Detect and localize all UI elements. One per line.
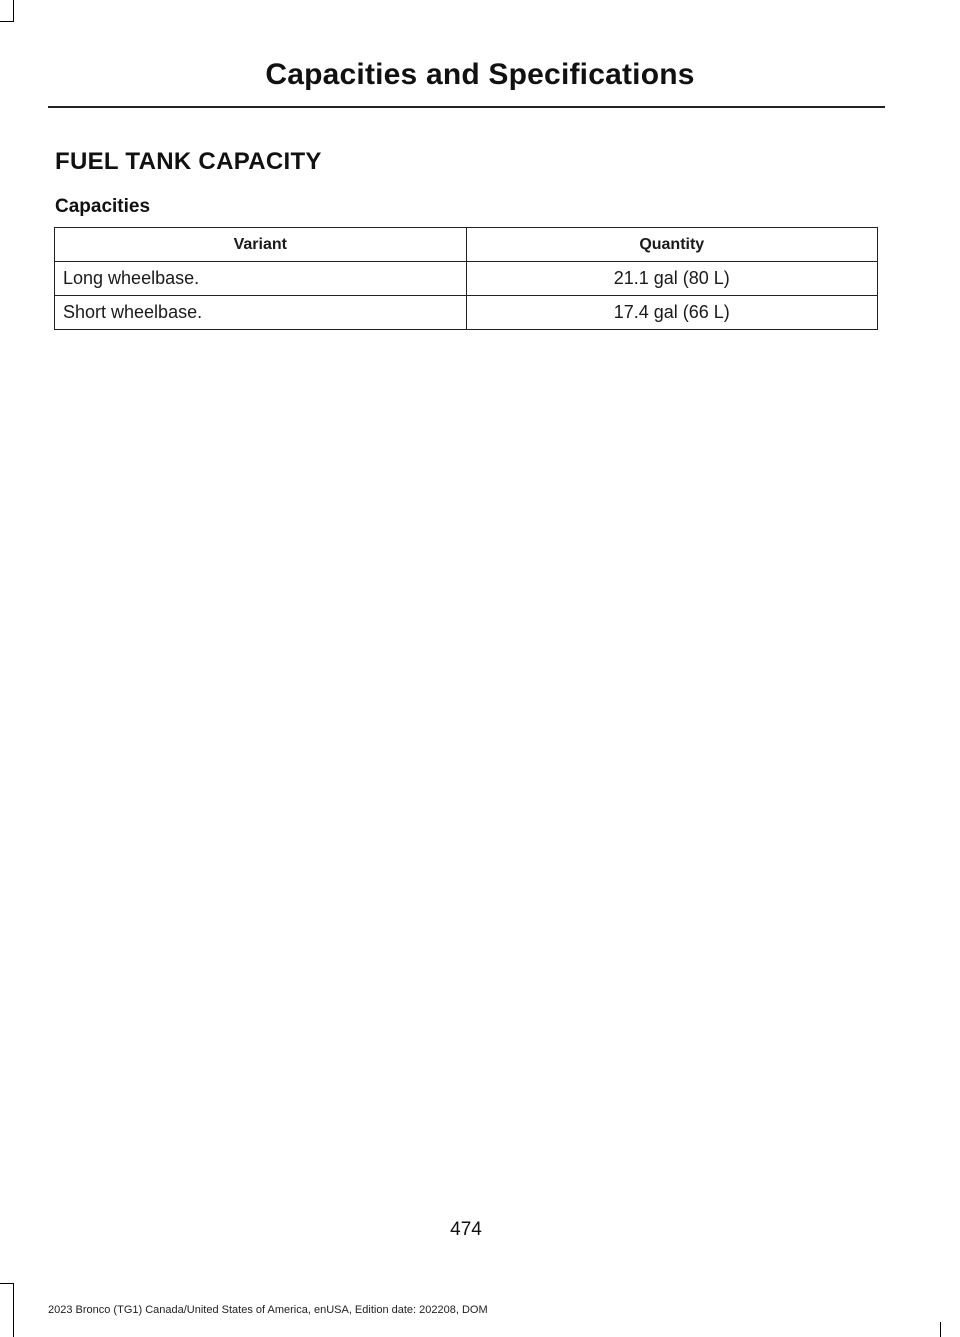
table-row xyxy=(55,296,878,330)
crop-mark-bottom-left-h xyxy=(0,1283,14,1284)
crop-mark-top-left xyxy=(13,0,14,22)
cell-variant: Short wheelbase. xyxy=(55,296,467,330)
header-divider xyxy=(48,106,885,108)
page-title: Capacities and Specifications xyxy=(265,58,695,91)
page-number: 474 xyxy=(450,1219,482,1240)
capacities-table xyxy=(54,227,878,330)
section-title: FUEL TANK CAPACITY xyxy=(55,148,322,175)
edition-note: 2023 Bronco (TG1) Canada/United States of America, enUSA, Edition date: 202208, DOM xyxy=(48,1304,488,1316)
cell-quantity: 17.4 gal (66 L) xyxy=(466,296,877,330)
crop-mark-bottom-right xyxy=(940,1322,941,1337)
table-row xyxy=(55,262,878,296)
column-header-quantity: Quantity xyxy=(466,228,877,262)
crop-mark-top-left-h xyxy=(0,21,14,22)
crop-mark-bottom-left xyxy=(13,1283,14,1337)
section-subtitle: Capacities xyxy=(55,196,151,217)
table-header-row xyxy=(55,228,878,262)
cell-quantity: 21.1 gal (80 L) xyxy=(466,262,877,296)
column-header-variant: Variant xyxy=(55,228,467,262)
cell-variant: Long wheelbase. xyxy=(55,262,467,296)
